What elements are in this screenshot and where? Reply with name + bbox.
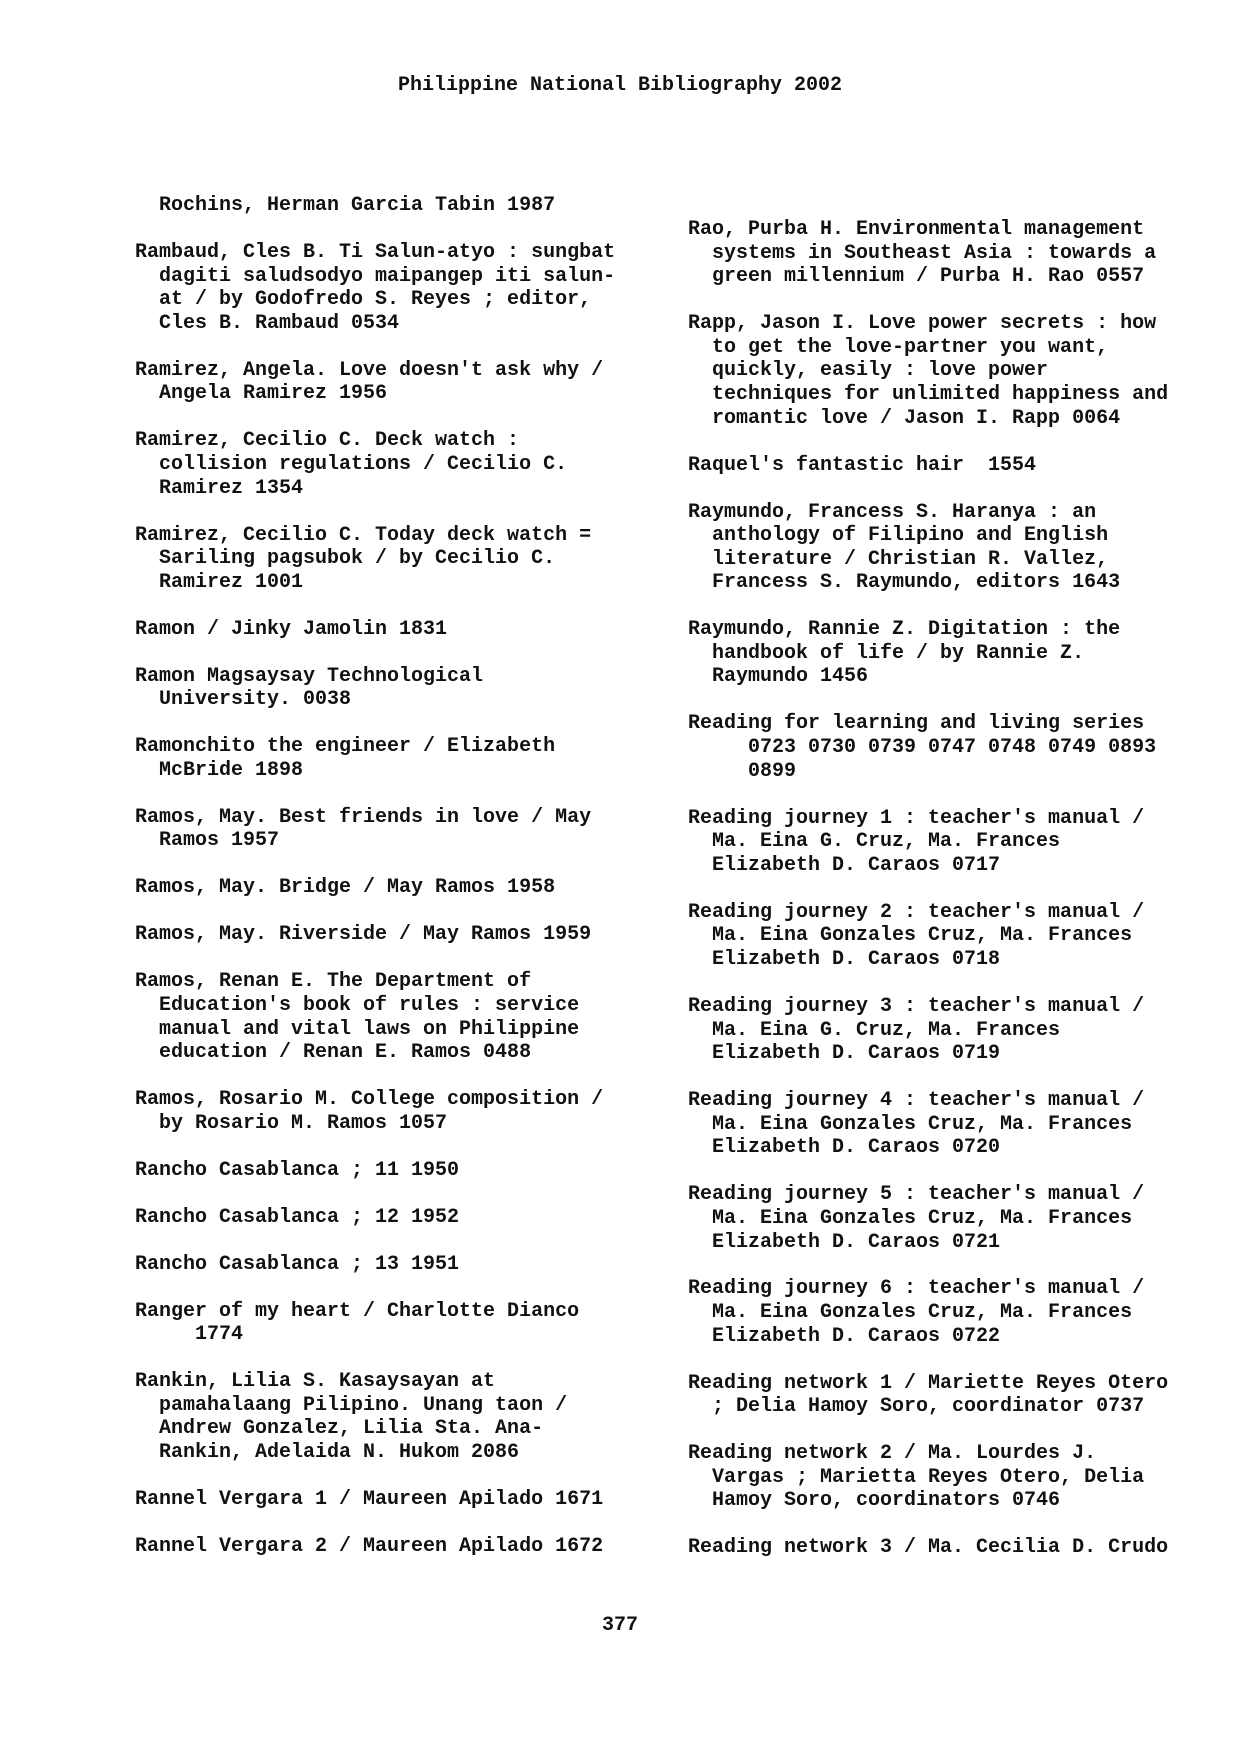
bibliography-entry: Reading journey 6 : teacher's manual / Ma. Eina Gonzales Cruz, Ma. Frances Elizabeth D. Caraos 0722: [688, 1277, 1145, 1348]
bibliography-entry: Rancho Casablanca ; 13 1951: [135, 1252, 460, 1276]
bibliography-entry: Rannel Vergara 1 / Maureen Apilado 1671: [135, 1488, 604, 1511]
bibliography-entry: Rao, Purba H. Environmental management systems in Southeast Asia : towards a green millennium / Purba H. Rao 0557: [688, 218, 1157, 289]
bibliography-entry: Rancho Casablanca ; 12 1952: [135, 1205, 460, 1229]
bibliography-entry: Rochins, Herman Garcia Tabin 1987: [135, 194, 556, 217]
bibliography-entry: Ramon / Jinky Jamolin 1831: [135, 617, 448, 641]
bibliography-entry: Reading journey 3 : teacher's manual / Ma. Eina G. Cruz, Ma. Frances Elizabeth D. Caraos 0719: [688, 994, 1145, 1066]
bibliography-entry: Rapp, Jason I. Love power secrets : how to get the love-partner you want, quickly, easily : love power techniques for unlimited happiness and romantic love / Jason I. Rapp 0064: [688, 312, 1169, 430]
bibliography-entry: Ramirez, Cecilio C. Deck watch : collision regulations / Cecilio C. Ramirez 1354: [135, 429, 568, 500]
bibliography-entry: Raymundo, Francess S. Haranya : an anthology of Filipino and English literature / Christian R. Vallez, Francess S. Raymundo, editors 1643: [688, 500, 1121, 595]
bibliography-entry: Ranger of my heart / Charlotte Dianco 1774: [135, 1299, 580, 1347]
bibliography-entry: Ramos, May. Riverside / May Ramos 1959: [135, 923, 592, 947]
bibliography-entry: Rambaud, Cles B. Ti Salun-atyo : sungbat dagiti saludsodyo maipangep iti salun- at / by Godofredo S. Reyes ; editor, Cles B. Rambaud 0534: [135, 240, 616, 335]
bibliography-entry: Ramos, Rosario M. College composition / by Rosario M. Ramos 1057: [135, 1088, 604, 1135]
bibliography-entry: Reading network 3 / Ma. Cecilia D. Crudo: [688, 1536, 1169, 1560]
bibliography-entry: Reading journey 4 : teacher's manual / Ma. Eina Gonzales Cruz, Ma. Frances Elizabeth D. Caraos 0720: [688, 1089, 1145, 1160]
bibliography-entry: Rannel Vergara 2 / Maureen Apilado 1672: [135, 1534, 604, 1558]
bibliography-entry: Reading journey 2 : teacher's manual / Ma. Eina Gonzales Cruz, Ma. Frances Elizabeth D. Caraos 0718: [688, 900, 1145, 971]
bibliography-entry: Rankin, Lilia S. Kasaysayan at pamahalaang Pilipino. Unang taon / Andrew Gonzalez, Lilia Sta. Ana- Rankin, Adelaida N. Hukom 2086: [135, 1370, 568, 1465]
bibliography-entry: Ramos, May. Best friends in love / May Ramos 1957: [135, 805, 592, 853]
bibliography-entry: Raquel's fantastic hair 1554: [688, 453, 1037, 477]
left-column: [135, 194, 665, 1559]
bibliography-entry: Rancho Casablanca ; 11 1950: [135, 1158, 460, 1182]
bibliography-entry: Reading for learning and living series 0723 0730 0739 0747 0748 0749 0893 0899: [688, 712, 1157, 783]
bibliography-entry: Ramirez, Cecilio C. Today deck watch = Sariling pagsubok / by Cecilio C. Ramirez 1001: [135, 523, 592, 594]
bibliography-entry: Ramon Magsaysay Technological University. 0038: [135, 664, 484, 712]
bibliography-entry: Reading network 1 / Mariette Reyes Otero ; Delia Hamoy Soro, coordinator 0737: [688, 1371, 1169, 1419]
page-number: 377: [601, 1614, 638, 1637]
right-column: [688, 218, 1208, 1560]
bibliography-entry: Ramirez, Angela. Love doesn't ask why / Angela Ramirez 1956: [135, 358, 604, 406]
bibliography-entry: Ramos, Renan E. The Department of Education's book of rules : service manual and vital laws on Philippine education / Renan E. Ramos 0488: [135, 970, 580, 1065]
bibliography-entry: Raymundo, Rannie Z. Digitation : the handbook of life / by Rannie Z. Raymundo 1456: [688, 618, 1121, 689]
page-title: Philippine National Bibliography 2002: [397, 74, 843, 97]
bibliography-entry: Reading journey 1 : teacher's manual / Ma. Eina G. Cruz, Ma. Frances Elizabeth D. Caraos 0717: [688, 806, 1145, 877]
bibliography-entry: Ramos, May. Bridge / May Ramos 1958: [135, 876, 556, 900]
bibliography-entry: Ramonchito the engineer / Elizabeth McBride 1898: [135, 735, 556, 782]
bibliography-entry: Reading journey 5 : teacher's manual / Ma. Eina Gonzales Cruz, Ma. Frances Elizabeth D. Caraos 0721: [688, 1183, 1145, 1254]
bibliography-entry: Reading network 2 / Ma. Lourdes J. Vargas ; Marietta Reyes Otero, Delia Hamoy Soro, coordinators 0746: [688, 1442, 1145, 1513]
